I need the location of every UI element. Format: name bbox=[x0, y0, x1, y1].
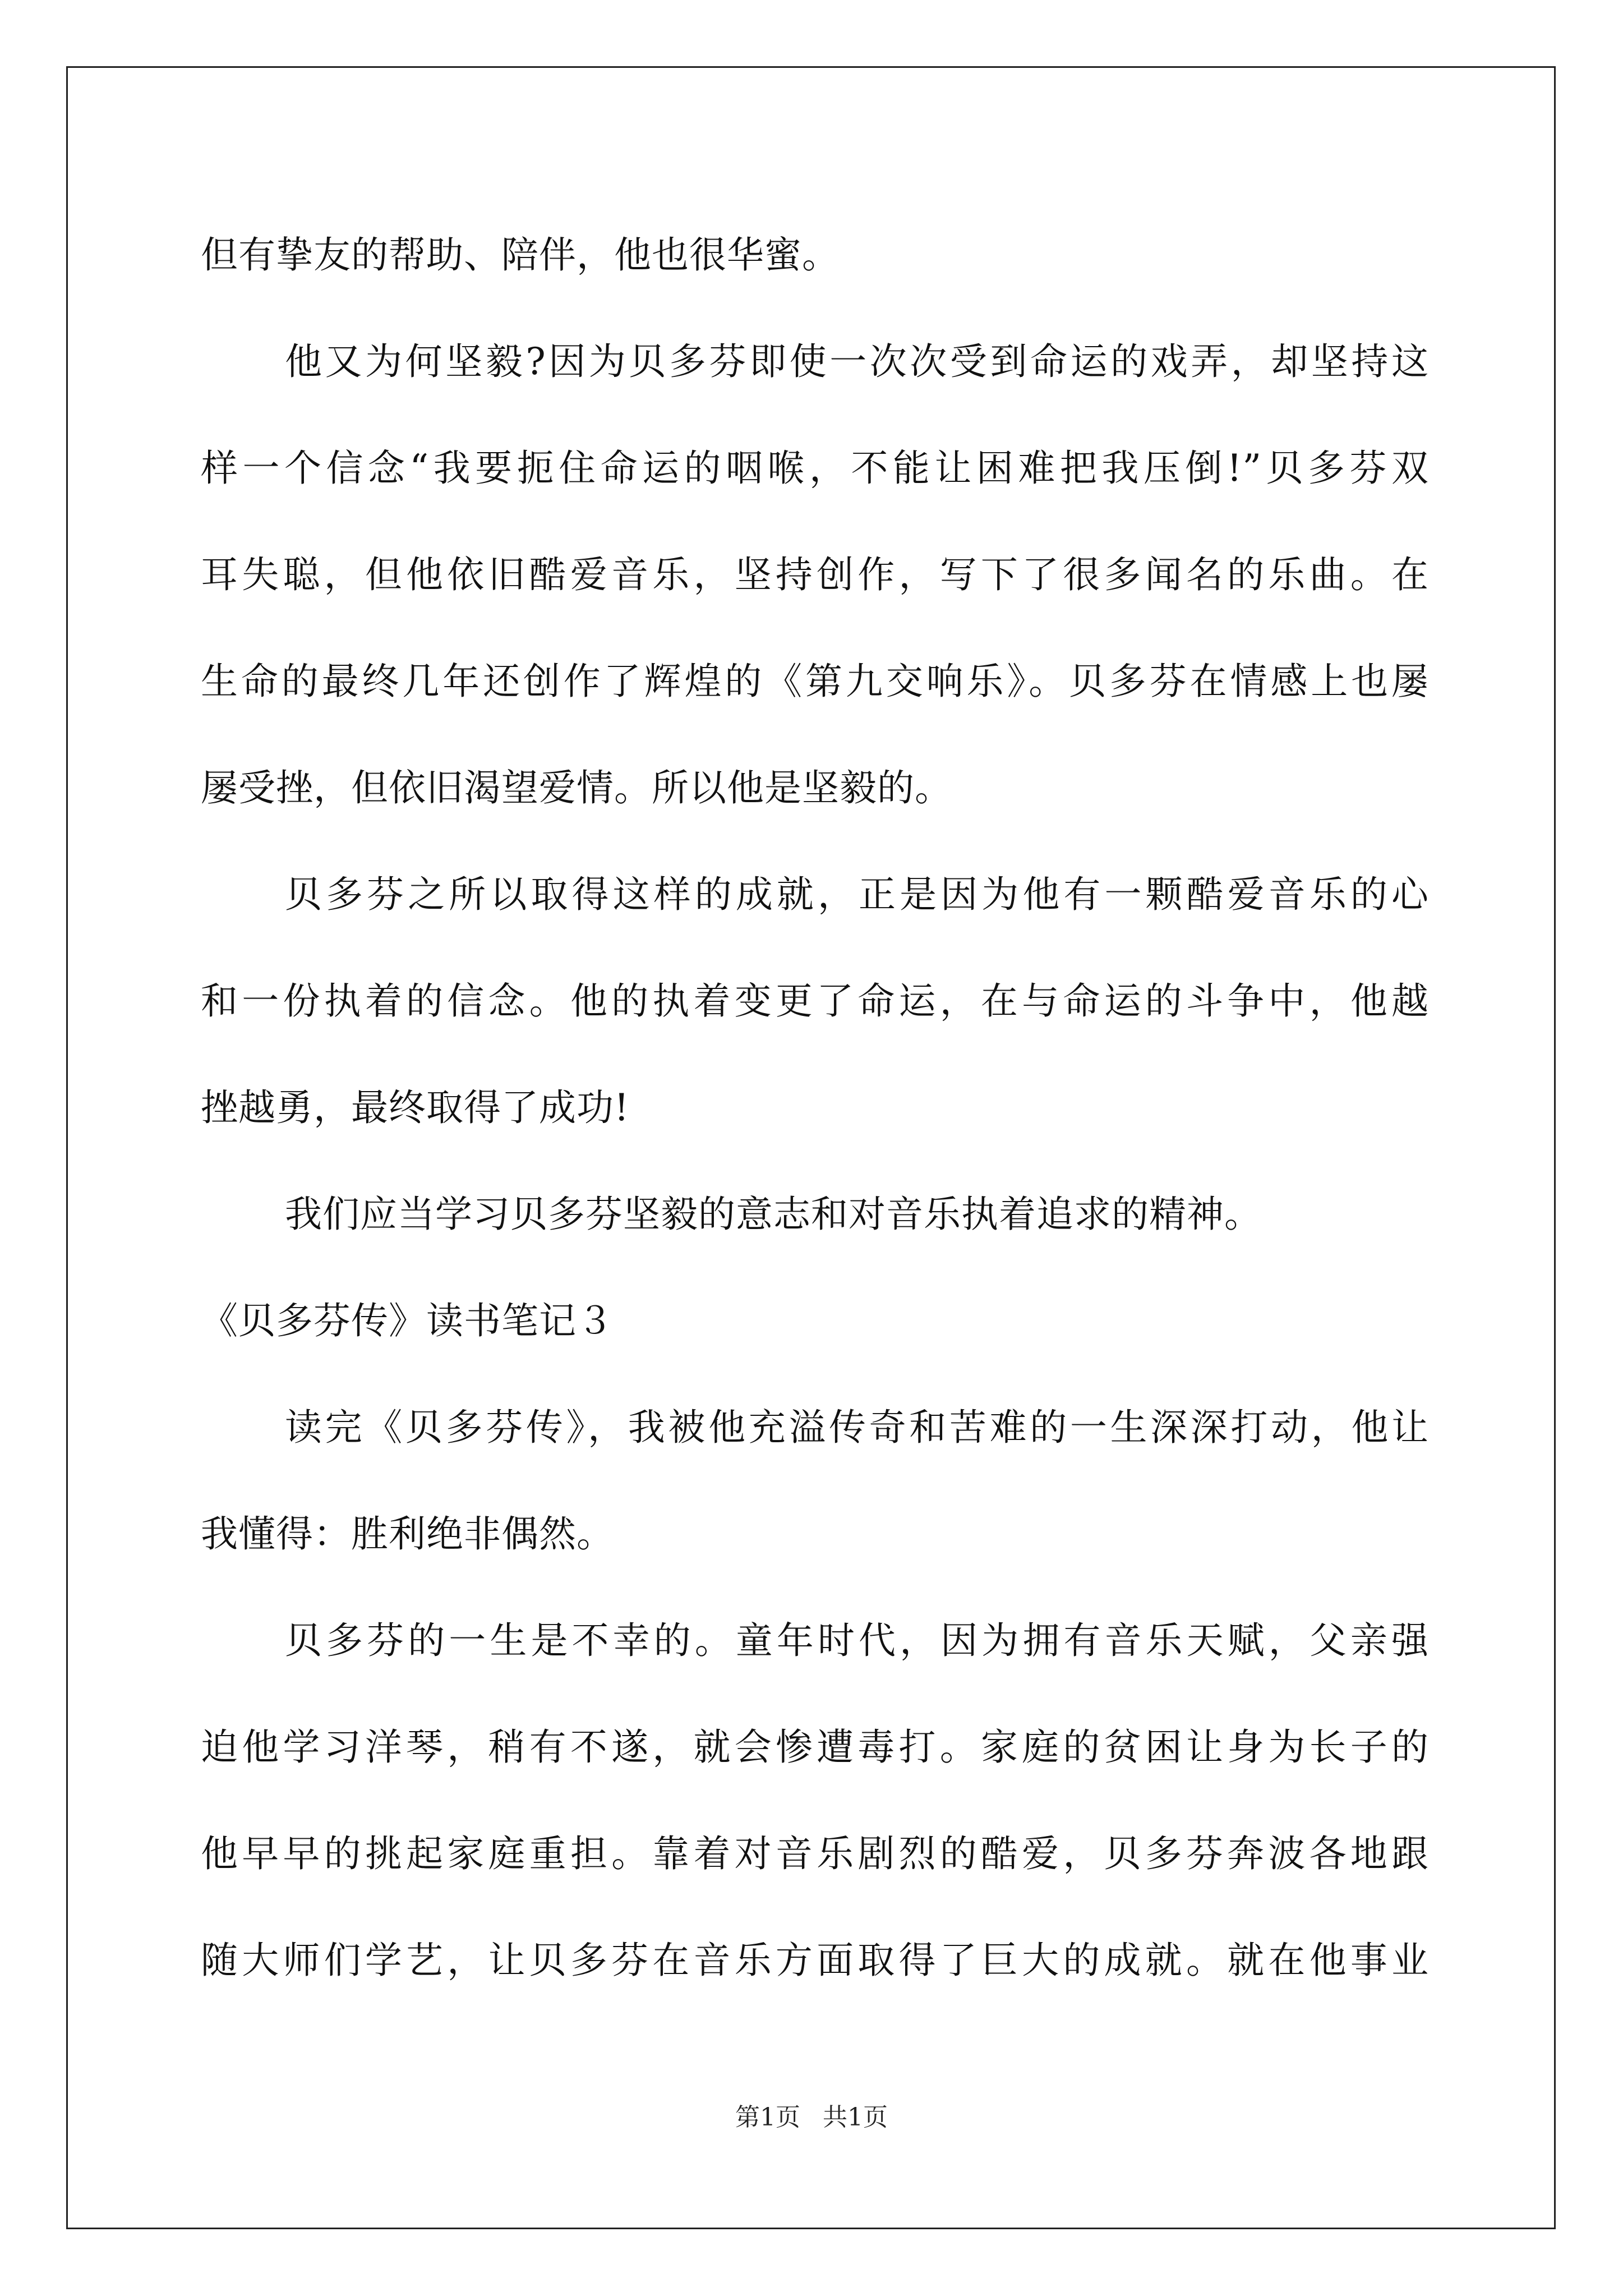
section-heading: 《贝多芬传》读书笔记３ bbox=[201, 1299, 614, 1342]
text-line: 耳失聪，但他依旧酷爱音乐，坚持创作，写下了很多闻名的乐曲。在 bbox=[201, 553, 1429, 596]
text-line: 挫越勇，最终取得了成功! bbox=[201, 1086, 630, 1129]
text-line: 但有挚友的帮助、陪伴，他也很华蜜。 bbox=[201, 233, 840, 277]
page-total: 共1页 bbox=[823, 2103, 888, 2132]
text-line: 我懂得：胜利绝非偶然。 bbox=[201, 1512, 614, 1556]
text-line: 随大师们学艺，让贝多芬在音乐方面取得了巨大的成就。就在他事业 bbox=[201, 1939, 1429, 1982]
text-line: 迫他学习洋琴，稍有不遂，就会惨遭毒打。家庭的贫困让身为长子的 bbox=[201, 1726, 1429, 1769]
text-line: 读完《贝多芬传》，我被他充溢传奇和苦难的一生深深打动，他让 bbox=[285, 1406, 1429, 1449]
text-line: 他早早的挑起家庭重担。靠着对音乐剧烈的酷爱，贝多芬奔波各地跟 bbox=[201, 1832, 1429, 1875]
text-line: 贝多芬的一生是不幸的。童年时代，因为拥有音乐天赋，父亲强 bbox=[285, 1619, 1429, 1662]
text-line: 我们应当学习贝多芬坚毅的意志和对音乐执着追求的精神。 bbox=[285, 1193, 1262, 1236]
text-line: 他又为何坚毅?因为贝多芬即使一次次受到命运的戏弄，却坚持这 bbox=[285, 340, 1429, 383]
document-body bbox=[201, 202, 1429, 2014]
text-line: 生命的最终几年还创作了辉煌的《第九交响乐》。贝多芬在情感上也屡 bbox=[201, 660, 1429, 703]
text-line: 屡受挫，但依旧渴望爱情。所以他是坚毅的。 bbox=[201, 766, 952, 809]
page-footer bbox=[0, 2101, 1623, 2134]
page-number: 第1页 bbox=[735, 2103, 800, 2132]
text-line: 贝多芬之所以取得这样的成就，正是因为他有一颗酷爱音乐的心 bbox=[285, 873, 1429, 916]
text-line: 和一份执着的信念。他的执着变更了命运，在与命运的斗争中，他越 bbox=[201, 979, 1429, 1023]
text-line: 样一个信念“我要扼住命运的咽喉，不能让困难把我压倒!”贝多芬双 bbox=[201, 447, 1429, 490]
